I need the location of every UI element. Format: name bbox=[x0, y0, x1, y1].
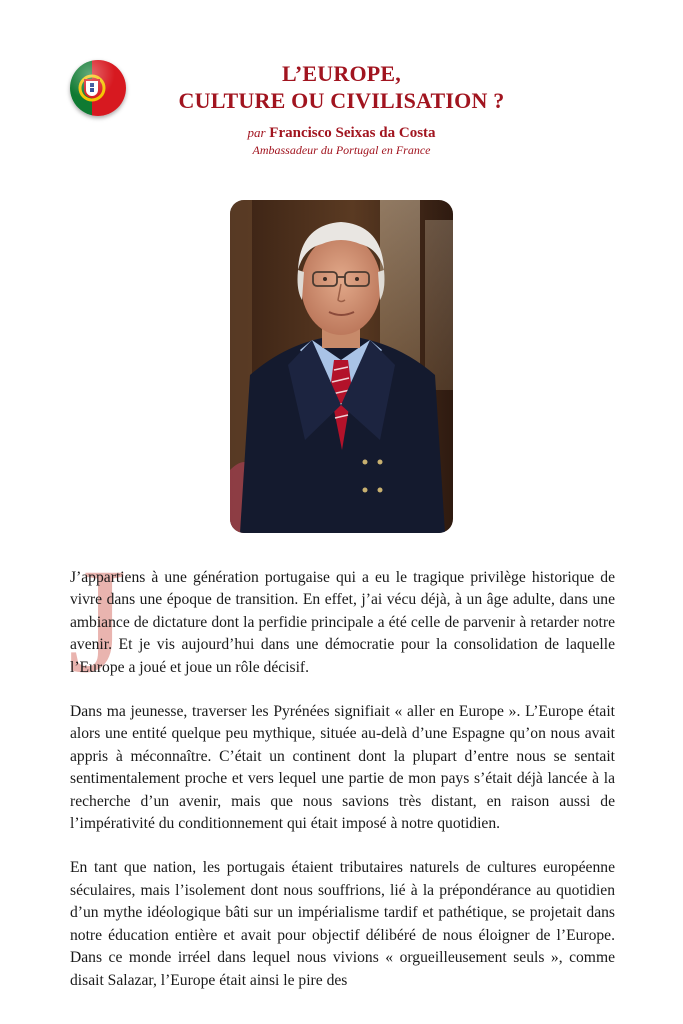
title-line-2: CULTURE OU CIVILISATION ? bbox=[178, 88, 505, 113]
author-role: Ambassadeur du Portugal en France bbox=[252, 143, 431, 157]
byline bbox=[150, 124, 533, 142]
title-line-1: L’EUROPE, bbox=[282, 61, 401, 86]
portugal-flag-icon bbox=[70, 60, 126, 116]
article-header bbox=[150, 60, 533, 158]
paragraph-2: Dans ma jeunesse, traverser les Pyrénées signifiait « aller en Europe ». L’Europe était alors une entité quelque peu mythique, située au-delà d’une Espagne qu’on nous avait appris à méconnaître. C’était un continent dont la plupart d’entre nous se sentait sentimentalement proche et vers lequel une partie de mon pays s’était déjà lancée à la recherche d’un avenir, mais que nous savions très distant, en raison aussi de l’impérativité du conditionnement qui était imposé à notre quotidien. bbox=[70, 703, 615, 833]
drop-cap: J bbox=[68, 538, 127, 704]
author-portrait bbox=[230, 200, 453, 533]
article-body bbox=[68, 538, 615, 1014]
byline-prefix: par bbox=[247, 125, 266, 140]
article-title bbox=[150, 60, 533, 114]
paragraph-3: En tant que nation, les portugais étaient tributaires naturels de cultures européenne séculaires, mais l’isolement dont nous souffrions, lié à la prépondérance au quotidien d’un mythe idéologique bâti sur un impérialisme tardif et pathétique, se projetait dans notre éducation entière et avait pour objectif délibéré de nous éloigner de l’Europe. Dans ce monde irréel dans lequel nous vivions « orgueilleusement seuls », comme disait Salazar, l’Europe était ainsi le pire des bbox=[70, 859, 615, 989]
paragraph-1: J’appartiens à une génération portugaise qui a eu le tragique privilège historique de vivre dans une époque de transition. En effet, j’ai vécu déjà, à un âge adulte, dans une ambiance de dictature dont la perfidie principale a été celle de parvenir à retarder notre avenir. Et je vis aujourd’hui dans une démocratie pour la consolidation de laquelle l’Europe a joué et joue un rôle décisif. bbox=[70, 569, 615, 676]
author-name: Francisco Seixas da Costa bbox=[269, 125, 436, 141]
